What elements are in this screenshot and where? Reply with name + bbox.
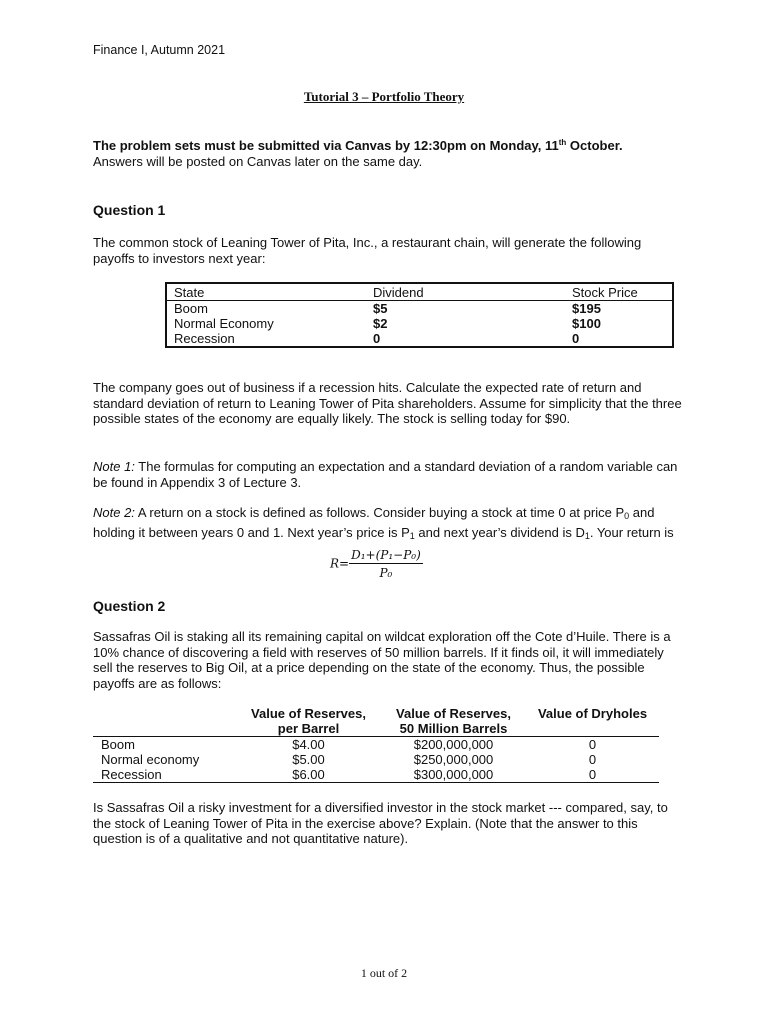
- header-cell: per Barrel: [236, 721, 381, 737]
- state-cell: Normal Economy: [174, 316, 274, 331]
- note-1-text: The formulas for computing an expectation and a standard deviation of a random variable can be found in Appendix 3 of Lecture 3.: [93, 459, 678, 490]
- dryholes-cell: 0: [588, 737, 597, 752]
- per-barrel-cell: $6.00: [236, 767, 381, 783]
- table-row: [93, 737, 659, 753]
- payoff-table-sassafras: [93, 706, 659, 783]
- dividend-cell: 0: [373, 331, 381, 346]
- state-cell: Normal economy: [101, 752, 200, 767]
- note-2-text: and holding it between years 0 and 1. Next year’s price is P: [93, 505, 655, 540]
- per-barrel-cell: $4.00: [292, 737, 325, 752]
- formula-numerator: D₁+(P₁−P₀): [351, 548, 421, 562]
- question-1-intro: The common stock of Leaning Tower of Pita, Inc., a restaurant chain, will generate the following payoffs to investors next year:: [93, 235, 642, 266]
- formula-lhs: R=: [330, 556, 350, 571]
- page-number: 1 out of 2: [360, 966, 408, 980]
- header-cell: 50 Million Barrels: [381, 721, 526, 737]
- table-row: [166, 301, 673, 317]
- table-row: [166, 316, 673, 331]
- return-formula: [330, 548, 423, 580]
- formula-denominator: P₀: [379, 566, 393, 580]
- formula-fraction: [349, 548, 423, 580]
- deadline-month: October.: [566, 138, 623, 153]
- reserves-value-cell: $250,000,000: [413, 752, 494, 767]
- state-cell: Boom: [174, 301, 208, 316]
- course-header: Finance I, Autumn 2021: [93, 43, 226, 57]
- table-row: [166, 331, 673, 347]
- header-cell: Dividend: [366, 283, 565, 301]
- header-cell: [93, 721, 236, 737]
- reserves-value-cell: $300,000,000: [381, 767, 526, 783]
- state-cell: Recession: [174, 331, 235, 346]
- note-2-text: . Your return is: [589, 524, 674, 540]
- header-cell: State: [166, 283, 366, 301]
- price-cell: 0: [572, 331, 580, 346]
- question-1-heading: Question 1: [93, 202, 166, 218]
- table-header-row: [93, 706, 659, 721]
- dryholes-cell: 0: [526, 767, 659, 783]
- subscript: 1: [409, 530, 415, 541]
- question-2-heading: Question 2: [93, 598, 166, 614]
- header-cell: [93, 706, 236, 721]
- answers-notice: Answers will be posted on Canvas later on the same day.: [93, 153, 423, 169]
- title-text: Tutorial 3 – Portfolio Theory: [303, 89, 465, 104]
- price-cell: $100: [572, 316, 601, 331]
- table-header-row: [166, 283, 673, 301]
- note-1-label: Note 1:: [93, 459, 135, 474]
- header-cell: Value of Reserves,: [251, 706, 366, 721]
- question-2-paragraph: Is Sassafras Oil a risky investment for a diversified investor in the stock market --- compared, say, to the stock of Leaning Tower of Pita in the exercise above? Explain. (Note that the answer to this question is of a qualitative and not quantitative nature).: [93, 800, 668, 846]
- question-2-intro: Sassafras Oil is staking all its remaining capital on wildcat exploration off the Cote d’Huile. There is a 10% chance of discovering a field with reserves of 50 million barrels. If it finds oil, it will immediately sell the reserves to Big Oil, at a price depending on the state of the economy. Thus, the possible payoffs are as follows:: [93, 629, 671, 691]
- submission-notice: [93, 138, 683, 169]
- header-cell: [526, 721, 659, 737]
- dividend-cell: $5: [373, 301, 388, 316]
- table-row: [93, 767, 659, 783]
- question-1-paragraph: The company goes out of business if a recession hits. Calculate the expected rate of return and standard deviation of return to Leaning Tower of Pita shareholders. Assume for simplicity that the three possible states of the economy are equally likely. The stock is selling today for $90.: [93, 380, 682, 426]
- table-header-row: [93, 721, 659, 737]
- table-row: [93, 752, 659, 767]
- price-cell: $195: [572, 301, 601, 316]
- dividend-cell: $2: [373, 316, 388, 331]
- payoff-table-pita: [165, 282, 674, 348]
- subscript: 0: [624, 511, 630, 521]
- deadline-ordinal: th: [558, 138, 567, 147]
- note-2-text: and next year’s dividend is D: [414, 524, 585, 540]
- state-cell: Recession: [93, 767, 236, 783]
- document-title: [0, 89, 768, 105]
- submission-deadline: [93, 138, 623, 153]
- header-cell: Value of Dryholes: [537, 706, 648, 721]
- header-cell: Value of Reserves,: [396, 706, 511, 721]
- per-barrel-cell: $5.00: [292, 752, 325, 767]
- deadline-text: The problem sets must be submitted via Canvas by 12:30pm on Monday, 11: [93, 138, 559, 153]
- note-2-label: Note 2:: [93, 505, 135, 520]
- reserves-value-cell: $200,000,000: [413, 737, 494, 752]
- note-2-text: A return on a stock is defined as follows. Consider buying a stock at time 0 at price P: [134, 505, 625, 520]
- note-2: [93, 505, 683, 544]
- subscript: 1: [584, 530, 590, 541]
- state-cell: Boom: [101, 737, 135, 752]
- header-cell: Stock Price: [565, 283, 673, 301]
- note-1: [93, 459, 683, 490]
- dryholes-cell: 0: [588, 752, 597, 767]
